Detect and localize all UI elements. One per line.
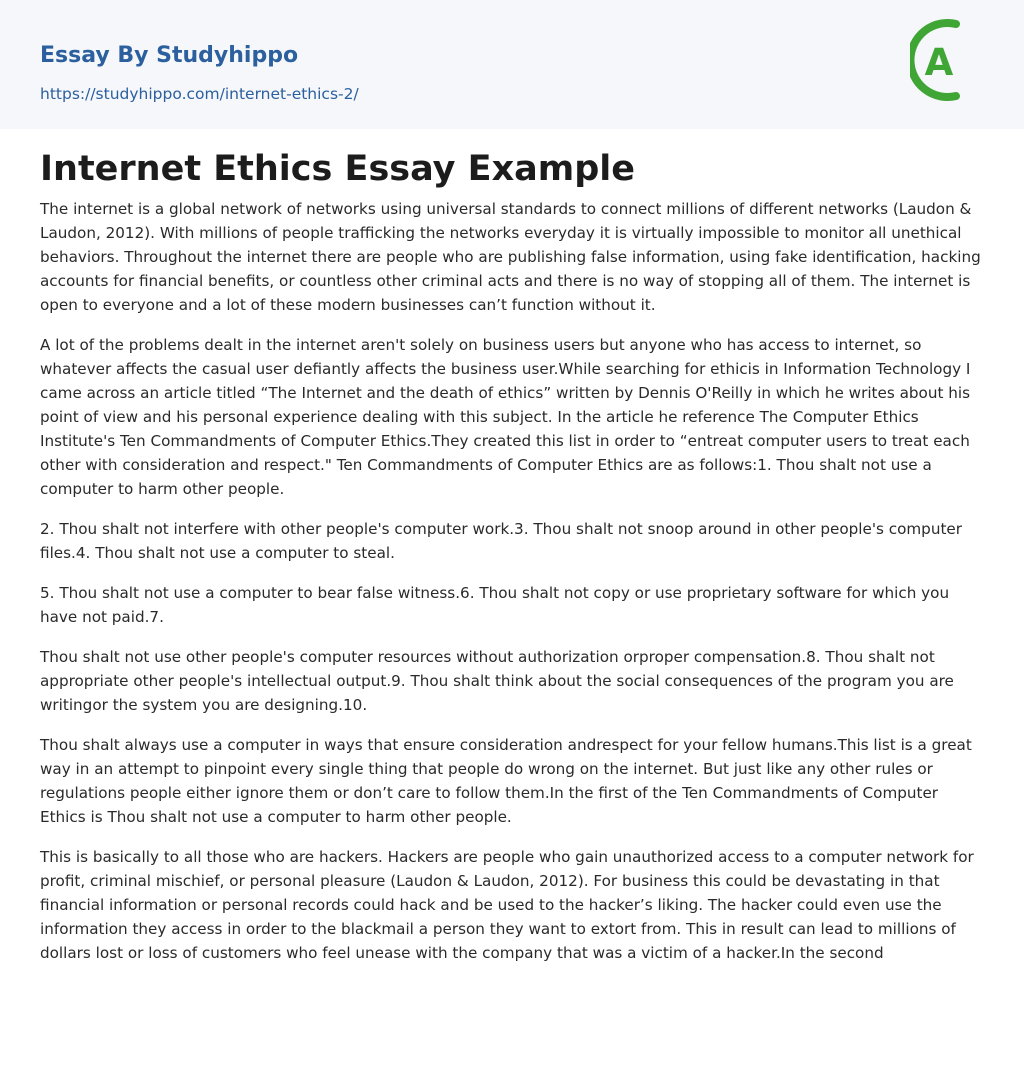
paragraph-1: The internet is a global network of networks using universal standards to connect millions of different networks (Laudon & Laudon, 2012). With millions of people trafficking the networks everyday it is virtually impossible to monitor all unethical behaviors. Throughout the internet there are people who are publishing false information, using fake identification, hacking accounts for financial benefits, or countless other criminal acts and there is no way of stopping all of them. The internet is open to everyone and a lot of these modern businesses can’t function without it. xyxy=(40,200,981,314)
article xyxy=(0,129,1024,965)
page-title: Internet Ethics Essay Example xyxy=(40,149,636,189)
site-header xyxy=(0,0,1024,129)
logo-letter: A xyxy=(924,41,954,84)
source-url-link[interactable]: https://studyhippo.com/internet-ethics-2/ xyxy=(40,85,359,103)
paragraph-6: Thou shalt always use a computer in ways that ensure consideration andrespect for your fellow humans.This list is a great way in an attempt to pinpoint every single thing that people do wrong on the internet. But just like any other rules or regulations people either ignore them or don’t care to follow them.In the first of the Ten Commandments of Computer Ethics is Thou shalt not use a computer to harm other people. xyxy=(40,736,972,826)
paragraph-3: 2. Thou shalt not interfere with other people's computer work.3. Thou shalt not snoop around in other people's computer files.4. Thou shalt not use a computer to steal. xyxy=(40,520,962,562)
paragraph-4: 5. Thou shalt not use a computer to bear false witness.6. Thou shalt not copy or use proprietary software for which you have not paid.7. xyxy=(40,584,950,626)
brand-title[interactable]: Essay By Studyhippo xyxy=(40,43,299,68)
paragraph-5: Thou shalt not use other people's computer resources without authorization orproper compensation.8. Thou shalt not appropriate other people's intellectual output.9. Thou shalt think about the social consequences of the program you are writingor the system you are designing.10. xyxy=(40,648,954,714)
studyhippo-logo-icon[interactable] xyxy=(910,18,988,106)
paragraph-2: A lot of the problems dealt in the internet aren't solely on business users but anyone who has access to internet, so whatever affects the casual user defiantly affects the business user.While searching for ethicis in Information Technology I came across an article titled “The Internet and the death of ethics” written by Dennis O'Reilly in which he writes about his point of view and his personal experience dealing with this subject. In the article he reference The Computer Ethics Institute's Ten Commandments of Computer Ethics.They created this list in order to “entreat computer users to treat each other with consideration and respect." Ten Commandments of Computer Ethics are as follows:1. Thou shalt not use a computer to harm other people. xyxy=(40,336,971,498)
paragraph-7: This is basically to all those who are hackers. Hackers are people who gain unauthorized access to a computer network for profit, criminal mischief, or personal pleasure (Laudon & Laudon, 2012). For business this could be devastating in that financial information or personal records could hack and be used to the hacker’s liking. The hacker could even use the information they access in order to the blackmail a person they want to extort from. This in result can lead to millions of dollars lost or loss of customers who feel unease with the company that was a victim of a hacker.In the second xyxy=(40,848,974,962)
